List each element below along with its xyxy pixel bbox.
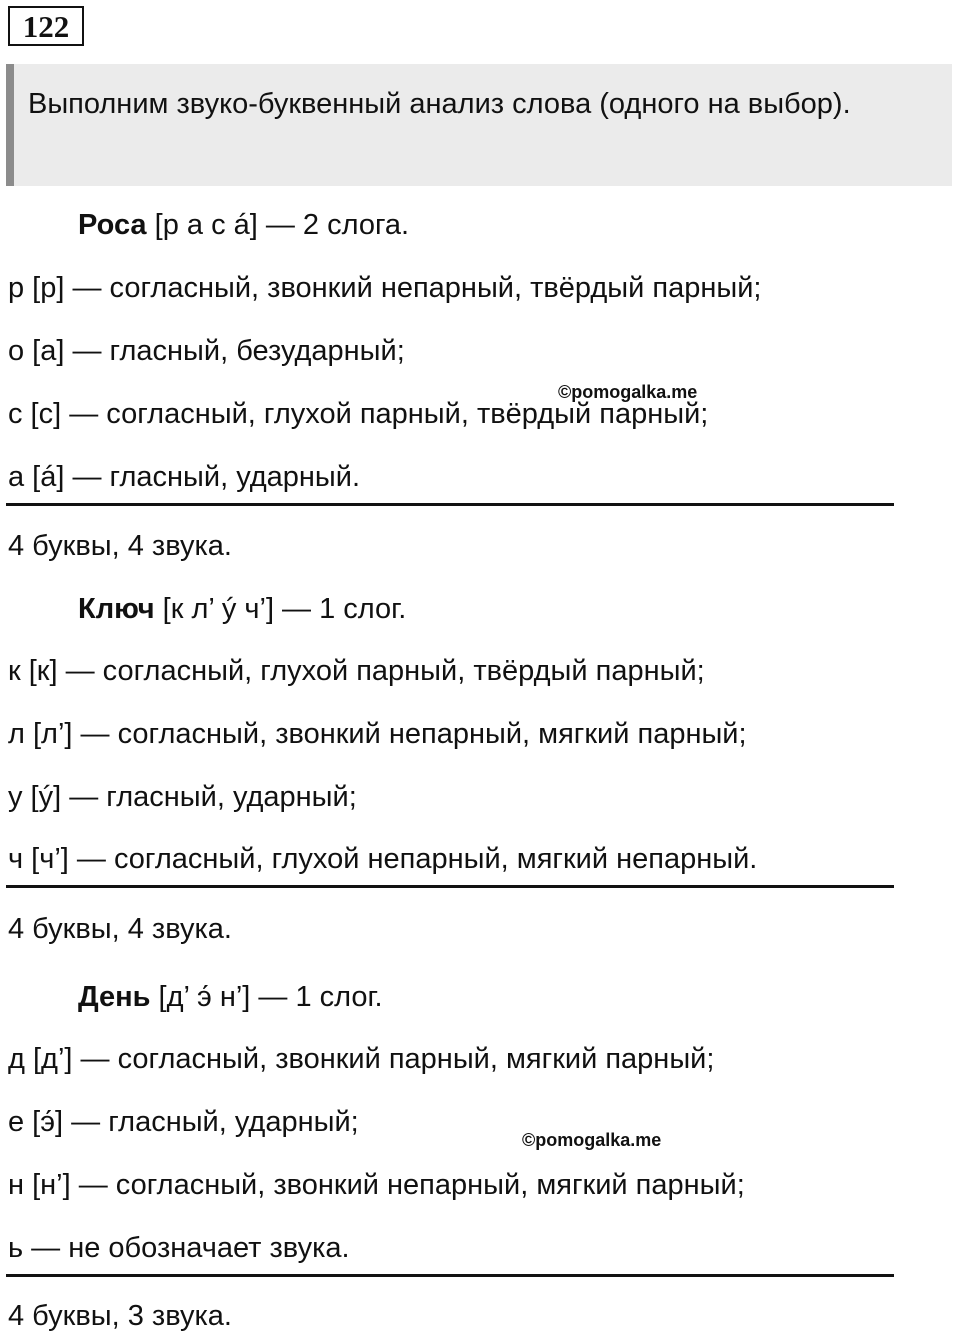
sound-line: н [н’] — согласный, звонкий непарный, мягкий парный; xyxy=(8,1169,745,1201)
analyzed-word: Ключ xyxy=(78,593,155,625)
sound-line: ь — не обозначает звука. xyxy=(8,1232,350,1264)
sound-line: р [р] — согласный, звонкий непарный, твёрдый парный; xyxy=(8,272,762,304)
watermark: ©pomogalka.me xyxy=(558,382,698,402)
word-summary: 4 буквы, 3 звука. xyxy=(8,1300,232,1332)
sound-line: а [á] — гласный, ударный. xyxy=(8,461,361,493)
word-heading-den xyxy=(78,979,383,1015)
divider xyxy=(6,1274,894,1277)
sound-line: с [с] — согласный, глухой парный, твёрдый парный; xyxy=(8,398,709,430)
sound-line: е [э́] — гласный, ударный; xyxy=(8,1106,359,1138)
exercise-number: 122 xyxy=(8,6,84,46)
sound-line: у [ý] — гласный, ударный; xyxy=(8,781,357,813)
word-heading-klyuch xyxy=(78,591,406,627)
word-summary: 4 буквы, 4 звука. xyxy=(8,530,232,562)
sound-line: д [д’] — согласный, звонкий парный, мягкий парный; xyxy=(8,1043,715,1075)
word-summary: 4 буквы, 4 звука. xyxy=(8,913,232,945)
watermark: ©pomogalka.me xyxy=(522,1130,662,1150)
task-statement: Выполним звуко-буквенный анализ слова (одного на выбор). xyxy=(6,64,952,186)
word-heading-rosa xyxy=(78,207,409,243)
sound-line: к [к] — согласный, глухой парный, твёрдый парный; xyxy=(8,655,705,687)
word-transcription: [к л’ ý ч’] — 1 слог. xyxy=(154,593,407,625)
sound-line: л [л’] — согласный, звонкий непарный, мягкий парный; xyxy=(8,718,747,750)
sound-line: ч [ч’] — согласный, глухой непарный, мягкий непарный. xyxy=(8,843,758,875)
analyzed-word: Роса xyxy=(78,209,147,241)
divider xyxy=(6,885,894,888)
analyzed-word: День xyxy=(78,981,151,1013)
word-transcription: [д’ э́ н’] — 1 слог. xyxy=(150,981,383,1013)
divider xyxy=(6,503,894,506)
word-transcription: [р а с á] — 2 слога. xyxy=(146,209,410,241)
sound-line: о [а] — гласный, безударный; xyxy=(8,335,405,367)
